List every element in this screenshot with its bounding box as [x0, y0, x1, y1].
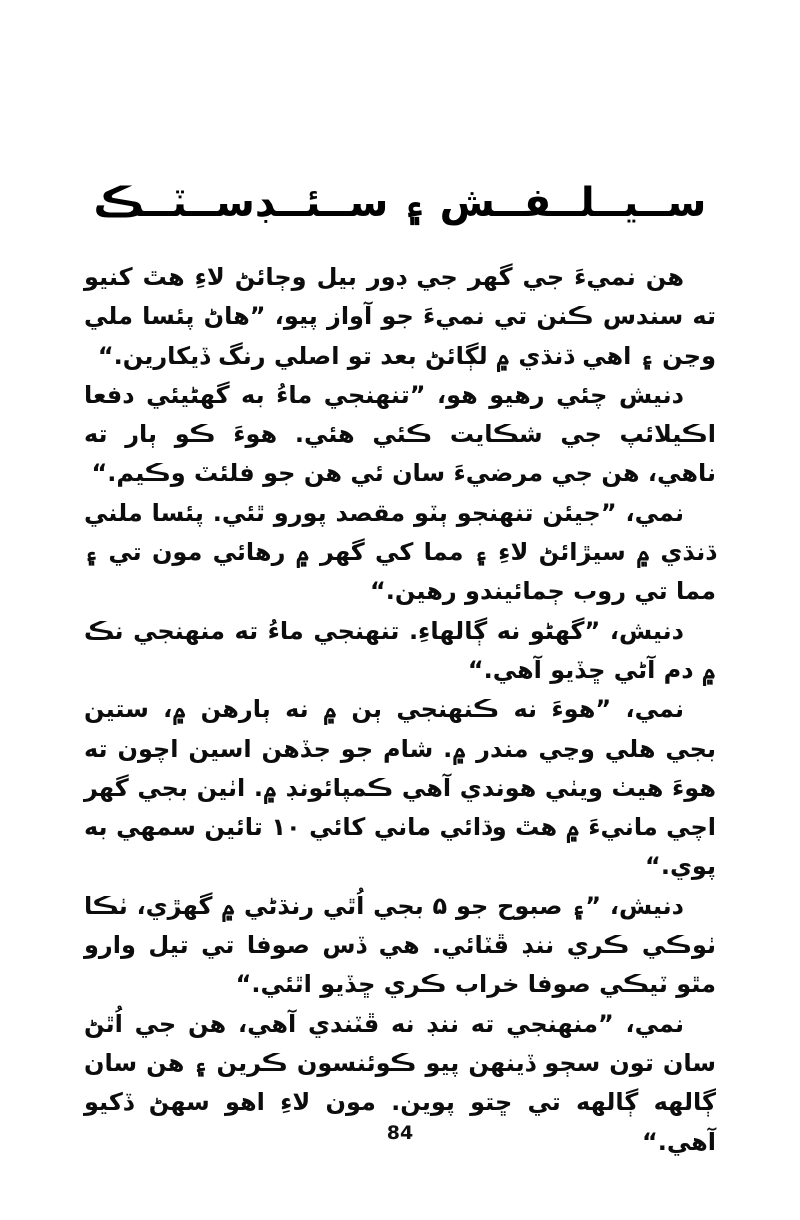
paragraph-5: نمي، ”هوءَ نه ڪنهنجي ٻن ۾ نه ٻارهن ۾، ستين بجي هلي وڃي مندر ۾. شام جو جڏهن اسين اچون ته هوءَ هيٺ ويٺي هوندي آهي ڪمپائونڊ ۾. اٺين بجي گهر اچي مانيءَ ۾ هٿ وڌائي ماني کائي ١٠ تائين سمهي به پوي.“ [84, 695, 716, 881]
paragraph-1: هن نميءَ جي گهر جي ڊور بيل وڄائڻ لاءِ هٿ کنيو ته سندس ڪنن تي نميءَ جو آواز پيو، ”هاڻ پئسا ملي وڃن ۽ اهي ڌنڌي ۾ لڳائڻ بعد تو اصلي رنگ ڏيکارين.“ [84, 263, 716, 370]
page-number: 84 [386, 1122, 414, 1144]
body-text [84, 258, 716, 1162]
paragraph-4: دنيش، ”گهڻو نه ڳالهاءِ. تنهنجي ماءُ ته منهنجي نڪ ۾ دم آڻي ڇڏيو آهي.“ [84, 616, 716, 684]
page-title: ســيــلــفــش ۽ ســئــڊســٽــڪ [93, 180, 707, 226]
paragraph-3: نمي، ”جيئن تنهنجو ٻٽو مقصد پورو ٿئي. پئسا ملني ڌنڌي ۾ سيڙائڻ لاءِ ۽ مما کي گهر ۾ رهائي مون تي ۽ مما تي روب ڄمائيندو رهين.“ [84, 498, 716, 606]
paragraph-7: نمي، ”منهنجي ته ننڊ نه ڦٽندي آهي، هن جي اُٿڻ سان تون سڄو ڏينهن پيو ڪوئنسون ڪرين ۽ هن سان ڳالهه ڳالهه تي ڇتو پوين. مون لاءِ اهو سهڻ ڏکيو آهي.“ [84, 1009, 716, 1156]
paragraph-2: دنيش چئي رهيو هو، ”تنهنجي ماءُ به گهڻيئي دفعا اڪيلائپ جي شڪايت ڪئي هئي. هوءَ ڪو ٻار ته ناهي، هن جي مرضيءَ سان ئي هن جو فلئٽ وڪيم.“ [84, 380, 716, 488]
paragraph-6: دنيش، ”۽ صبوح جو ۵ بجي اُٿي رنڌڻي ۾ گهڙي، ٺڪا ٺوڪي ڪري ننڊ ڦٽائي. هي ڏس صوفا تي تيل وارو مٿو ٽيڪي صوفا خراب ڪري ڇڏيو اٿئي.“ [84, 891, 716, 999]
